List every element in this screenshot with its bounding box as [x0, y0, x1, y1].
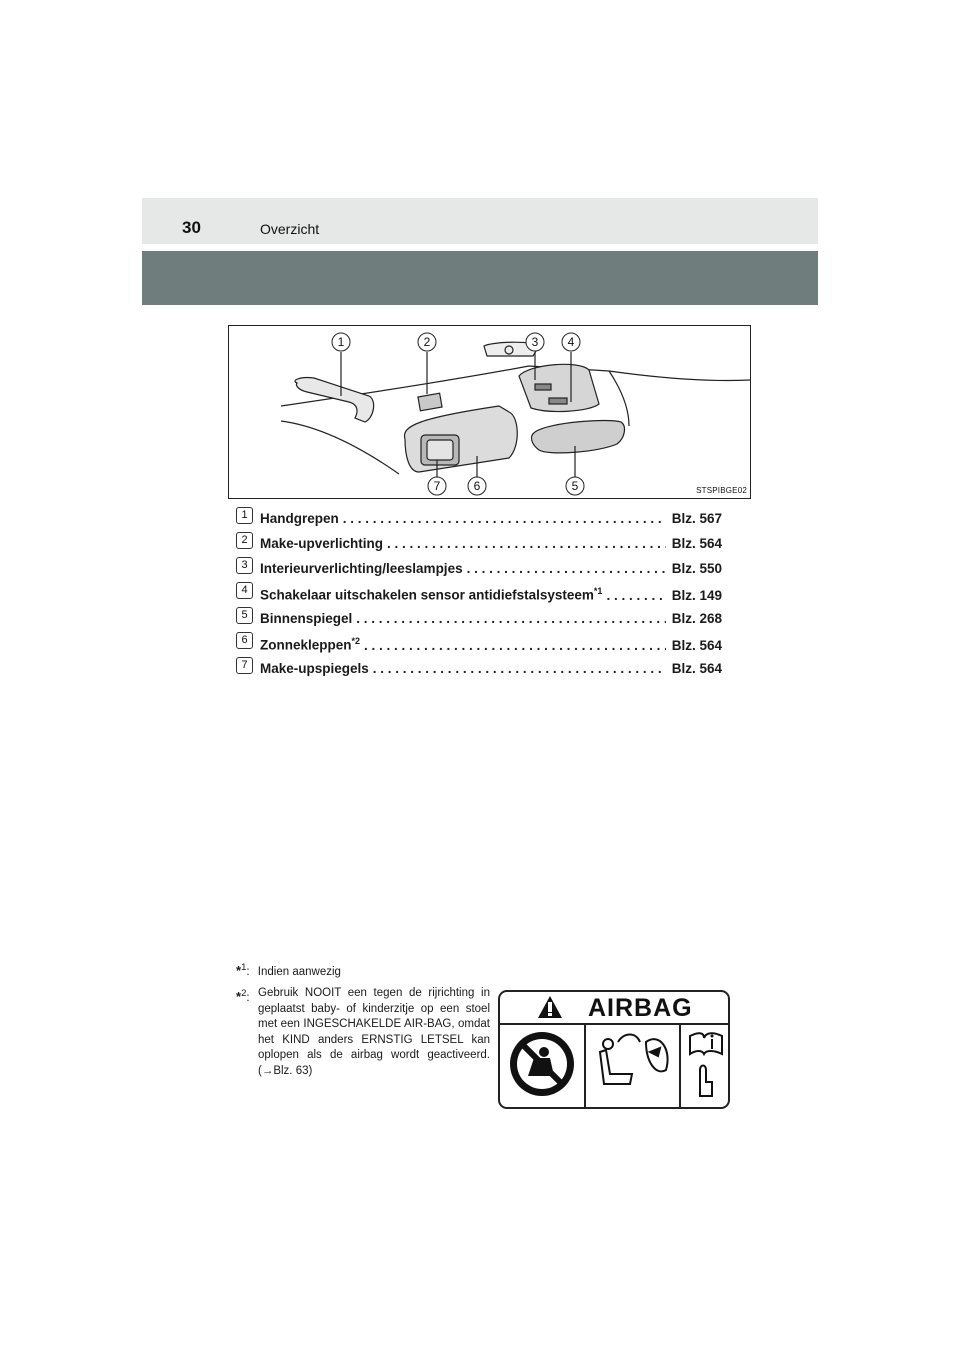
airbag-title: AIRBAG [588, 994, 693, 1022]
leader-dots [364, 638, 666, 653]
item-number: 6 [236, 632, 253, 649]
leader-dots [356, 611, 665, 626]
item-label: Binnenspiegel [260, 611, 353, 626]
overhead-console [484, 342, 599, 411]
callout-6-label: 6 [473, 479, 481, 493]
callout-2-label: 2 [423, 335, 431, 349]
list-item [236, 586, 722, 611]
leader-dots [373, 661, 666, 676]
item-number: 1 [236, 507, 253, 524]
list-item [236, 611, 722, 636]
airbag-warning-label [498, 990, 730, 1109]
manual-icon [690, 1033, 722, 1096]
leader-dots [343, 511, 666, 526]
leader-dots [467, 561, 666, 576]
page-header [142, 198, 818, 244]
callout-7-label: 7 [433, 479, 441, 493]
footnote-2 [236, 986, 490, 1080]
callout-5-label: 5 [571, 479, 579, 493]
page-reference[interactable]: Blz. 564 [671, 536, 722, 551]
page-reference[interactable]: Blz. 149 [671, 587, 722, 603]
footnote-2-mark: *$^2$: [236, 988, 250, 1004]
item-label: Make-upspiegels [260, 661, 369, 676]
page-reference[interactable]: Blz. 550 [671, 561, 722, 576]
list-item [236, 636, 722, 661]
callout-1-label: 1 [337, 335, 345, 349]
figure-code: STSPIBGE02 [696, 486, 747, 495]
interior-roof-illustration [228, 325, 751, 499]
list-item [236, 561, 722, 586]
item-label: Schakelaar uitschakelen sensor antidiefstalsysteem$^{*1}$ [260, 586, 603, 603]
list-item [236, 536, 722, 561]
footnote-1 [236, 962, 341, 978]
item-number: 5 [236, 607, 253, 624]
item-number: 2 [236, 532, 253, 549]
page-number: 30 [182, 218, 201, 237]
item-number: 4 [236, 582, 253, 599]
list-item [236, 661, 722, 686]
component-list [236, 511, 722, 686]
item-number: 7 [236, 657, 253, 674]
item-label: Zonnekleppen$^{*2}$ [260, 636, 361, 653]
page-reference[interactable]: Blz. 567 [671, 511, 722, 526]
item-number: 3 [236, 557, 253, 574]
section-title: Overzicht [260, 221, 320, 237]
callout-4-label: 4 [567, 335, 575, 349]
roof-drawing [229, 326, 750, 498]
list-item [236, 511, 722, 536]
seat-airbag-icon [600, 1035, 668, 1085]
footnote-1-mark: *$^1$: [236, 962, 250, 978]
leader-dots [606, 588, 665, 603]
no-child-seat-icon [510, 1032, 574, 1096]
footnote-marker: *2 [351, 636, 361, 646]
rear-view-mirror [532, 420, 625, 452]
page-reference[interactable]: Blz. 268 [671, 611, 722, 626]
footnote-1-text: Indien aanwezig [257, 965, 341, 978]
item-label: Handgrepen [260, 511, 339, 526]
footnote-2-text: Gebruik NOOIT een tegen de rijrichting in geplaatst baby- of kinderzitje op een stoel met een INGESCHAKELDE AIR-BAG, omdat het KIND anders ERNSTIG LETSEL kan oplopen als de airbag wordt geactiveerd. (→Blz. 63) [258, 987, 490, 1077]
page-reference[interactable]: Blz. 564 [671, 637, 722, 653]
callout-3-label: 3 [531, 335, 539, 349]
item-label: Make-upverlichting [260, 536, 384, 551]
item-label: Interieurverlichting/leeslampjes [260, 561, 463, 576]
grab-handle [295, 378, 374, 422]
footnote-marker: *1 [593, 586, 603, 596]
sun-visor [404, 406, 517, 472]
header-band [142, 251, 818, 305]
page-reference[interactable]: Blz. 564 [671, 661, 722, 676]
makeup-lamp [418, 393, 442, 411]
leader-dots [387, 536, 666, 551]
